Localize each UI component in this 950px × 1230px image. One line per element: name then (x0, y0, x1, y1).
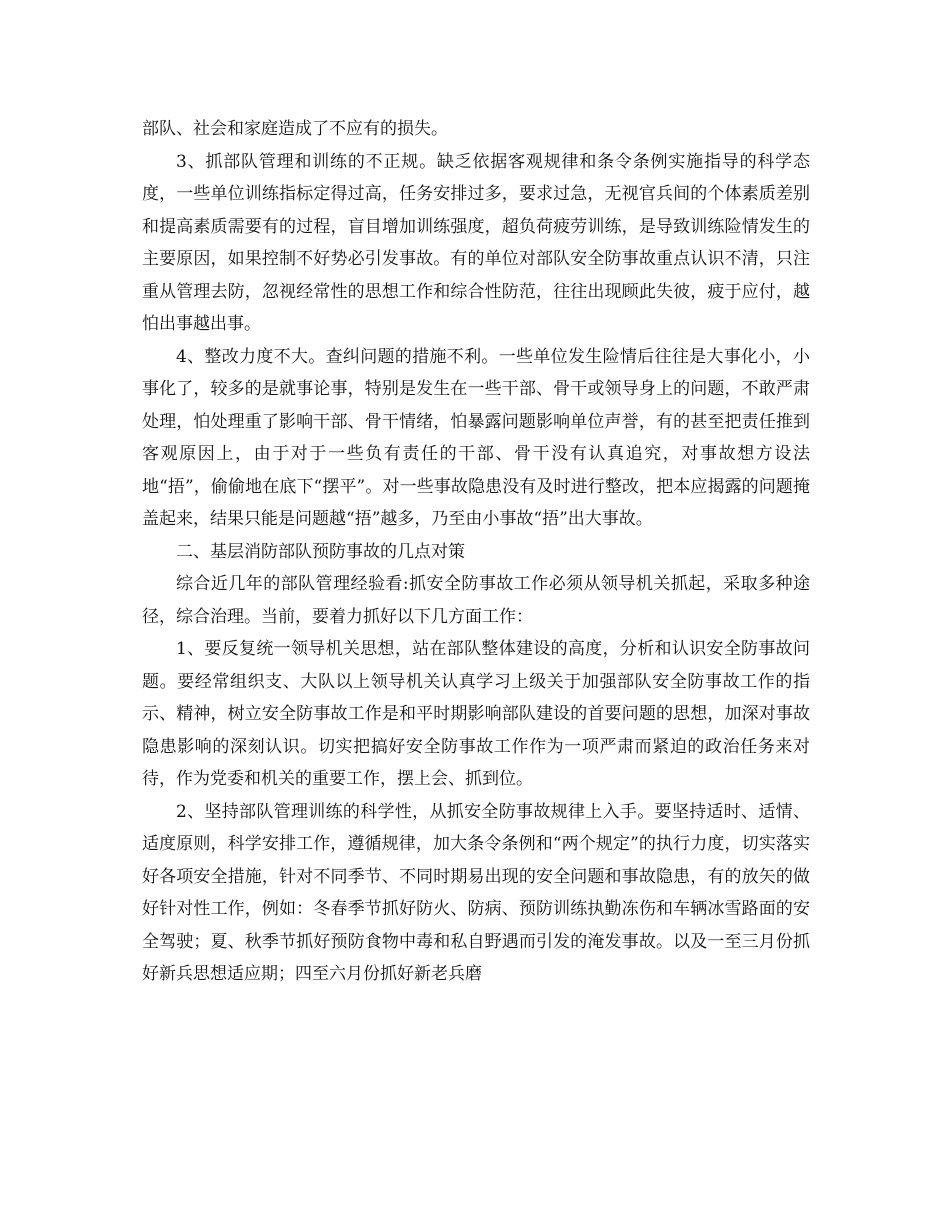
paragraph-intro: 综合近几年的部队管理经验看:抓安全防事故工作必须从领导机关抓起，采取多种途径，综合治理。当前，要着力抓好以下几方面工作： (142, 574, 810, 627)
paragraph-point-3: 3、抓部队管理和训练的不正规。缺乏依据客观规律和条令条例实施指导的科学态度，一些单位训练指标定得过高，任务安排过多，要求过急，无视官兵间的个体素质差别和提高素质需要有的过程，盲目增加训练强度，超负荷疲劳训练，是导致训练险情发生的主要原因，如果控制不好势必引发事故。有的单位对部队安全防事故重点认识不清，只注重从管理去防，忽视经常性的思想工作和综合性防范，往往出现顾此失彼，疲于应付，越怕出事越出事。 (142, 151, 810, 334)
section-heading: 二、基层消防部队预防事故的几点对策 (176, 541, 465, 562)
paragraph-measure-2: 2、坚持部队管理训练的科学性，从抓安全防事故规律上入手。要坚持适时、适情、适度原则，科学安排工作，遵循规律，加大条令条例和“两个规定”的执行力度，切实落实好各项安全措施，针对不同季节、不同时期易出现的安全问题和事故隐患，有的放矢的做好针对性工作，例如：冬春季节抓好防火、防病、预防训练执勤冻伤和车辆冰雪路面的安全驾驶；夏、秋季节抓好预防食物中毒和私自野遇而引发的淹发事故。以及一至三月份抓好新兵思想适应期；四至六月份抓好新老兵磨 (142, 801, 810, 984)
paragraph-measure-1: 1、要反复统一领导机关思想，站在部队整体建设的高度，分析和认识安全防事故问题。要经常组织支、大队以上领导机关认真学习上级关于加强部队安全防事故工作的指示、精神，树立安全防事故工作是和平时期影响部队建设的首要问题的思想，加深对事故隐患影响的深刻认识。切实把搞好安全防事故工作作为一项严肃而紧迫的政治任务来对待，作为党委和机关的重要工作，摆上会、抓到位。 (142, 639, 810, 789)
document-body (142, 113, 810, 991)
paragraph-point-4: 4、整改力度不大。查纠问题的措施不利。一些单位发生险情后往往是大事化小，小事化了，较多的是就事论事，特别是发生在一些干部、骨干或领导身上的问题，不敢严肃处理，怕处理重了影响干部、骨干情绪，怕暴露问题影响单位声誉，有的甚至把责任推到客观原因上，由于对于一些负有责任的干部、骨干没有认真追究，对事故想方设法地“捂”，偷偷地在底下“摆平”。对一些事故隐患没有及时进行整改，把本应揭露的问题掩盖起来，结果只能是问题越“捂”越多，乃至由小事故“捂”出大事故。 (142, 346, 810, 529)
paragraph-continuation: 部队、社会和家庭造成了不应有的损失。 (142, 119, 448, 139)
